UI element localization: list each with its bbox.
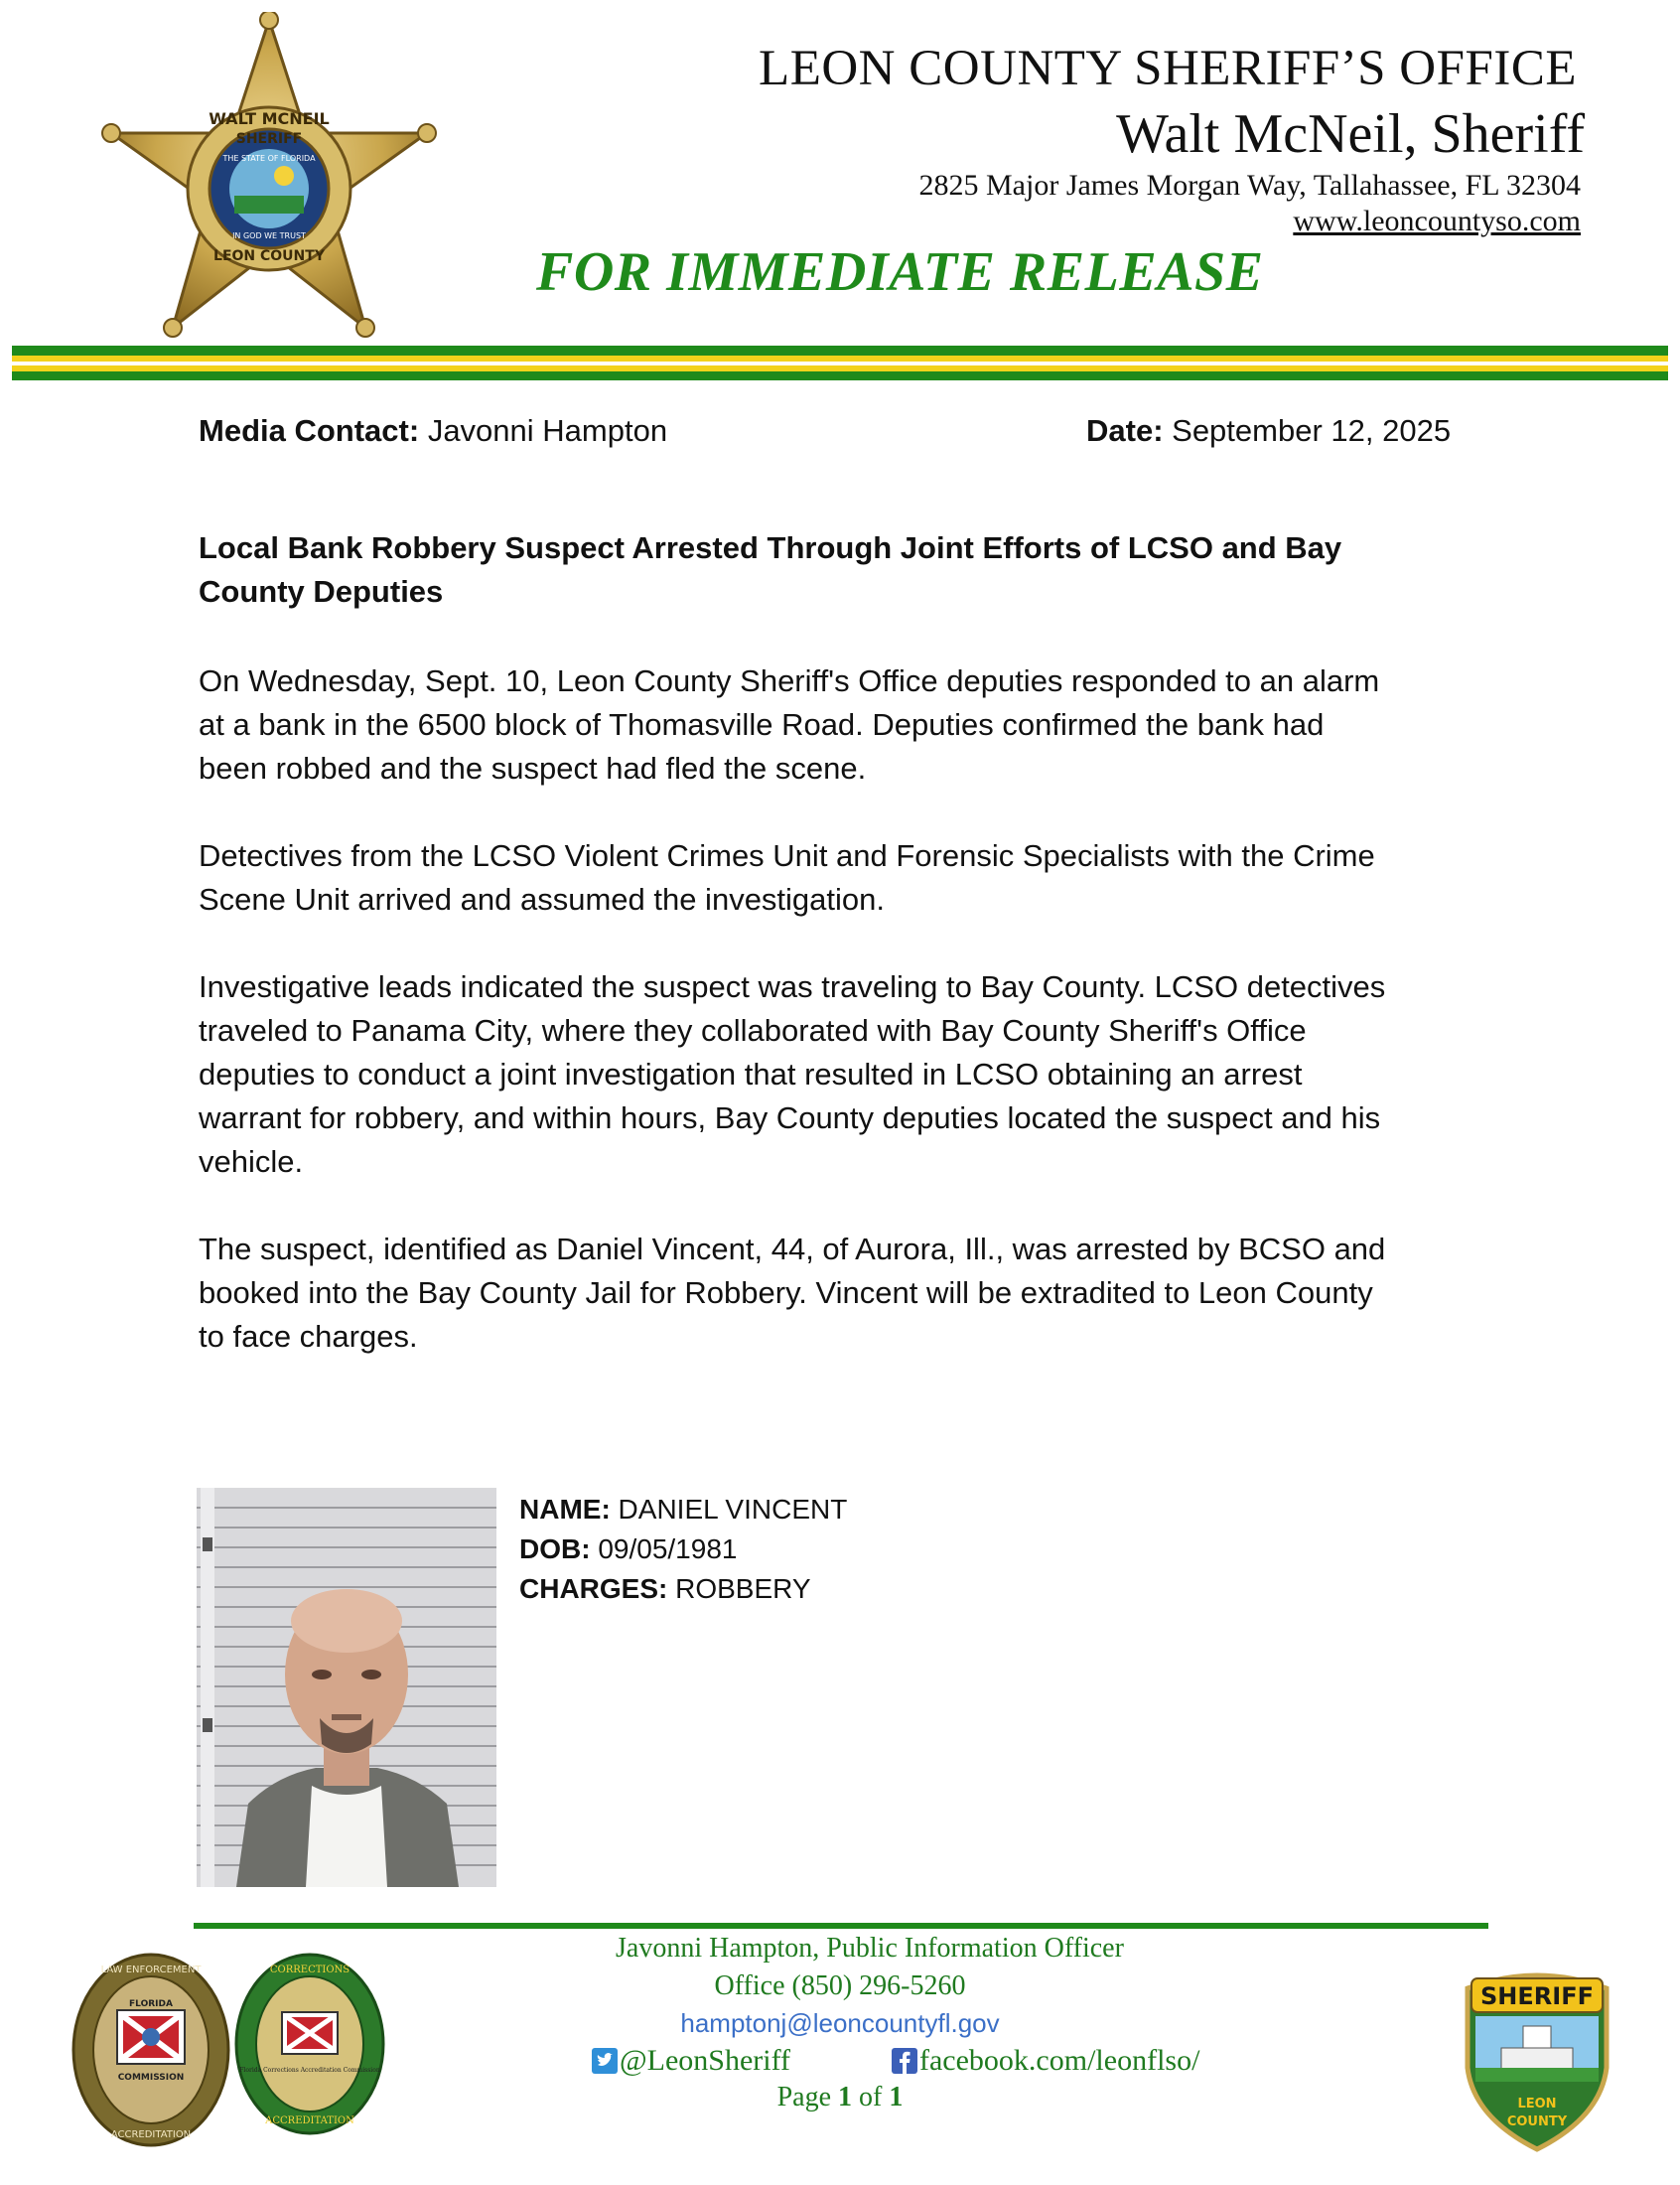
paragraph-line: The suspect, identified as Daniel Vincent, 44, of Aurora, Ill., was arrested by BCSO and [199,1232,1386,1266]
leon-county-sheriff-badge-icon [1462,1968,1612,2153]
paragraph-line: Scene Unit arrived and assumed the investigation. [199,882,886,917]
social-links [592,2044,1227,2084]
corrections-accreditation-seal-icon [234,1953,385,2135]
paragraph-incident [199,659,1489,791]
svg-text:CORRECTIONS: CORRECTIONS [269,1965,350,1975]
paragraph-line: Investigative leads indicated the suspect was traveling to Bay County. LCSO detectives [199,969,1386,1004]
date-label: Date: [1086,413,1164,448]
headline-line: County Deputies [199,574,444,609]
facebook-url: facebook.com/leonflso/ [919,2044,1200,2077]
paragraph-line: booked into the Bay County Jail for Robbery. Vincent will be extradited to Leon County [199,1275,1373,1310]
paragraph-line: Detectives from the LCSO Violent Crimes Unit and Forensic Specialists with the Crime [199,838,1375,873]
svg-text:ACCREDITATION: ACCREDITATION [110,2129,192,2140]
page-total: 1 [889,2082,904,2112]
headline-line: Local Bank Robbery Suspect Arrested Through Joint Efforts of LCSO and Bay [199,530,1342,565]
svg-text:LAW ENFORCEMENT: LAW ENFORCEMENT [100,1965,202,1975]
date-value: September 12, 2025 [1172,413,1452,448]
paragraph-line: been robbed and the suspect had fled the scene. [199,751,867,786]
svg-text:LEON COUNTY: LEON COUNTY [213,248,325,264]
suspect-dob [519,1530,847,1569]
media-contact-label: Media Contact: [199,413,420,448]
page-current: 1 [838,2082,853,2112]
media-contact [199,413,667,449]
paragraph-line: On Wednesday, Sept. 10, Leon County Sheriff's Office deputies responded to an alarm [199,663,1380,698]
release-date [1086,413,1451,449]
paragraph-line: deputies to conduct a joint investigation that resulted in LCSO obtaining an arrest [199,1057,1303,1092]
law-enforcement-accreditation-seal-icon [71,1953,230,2147]
suspect-dob-value: 09/05/1981 [598,1533,738,1564]
twitter-handle: @LeonSheriff [620,2044,791,2077]
paragraph-line: vehicle. [199,1144,304,1179]
paragraph-leads [199,965,1489,1184]
svg-text:IN GOD WE TRUST: IN GOD WE TRUST [232,231,306,240]
office-address: 2825 Major James Morgan Way, Tallahassee, FL 32304 [918,169,1581,202]
media-contact-value: Javonni Hampton [427,413,668,448]
facebook-icon [892,2048,917,2074]
suspect-charges [519,1569,847,1609]
paragraph-investigation [199,834,1489,922]
paragraph-line: traveled to Panama City, where they collaborated with Bay County Sheriff's Office [199,1013,1307,1048]
headline [199,526,1489,614]
svg-text:THE STATE OF FLORIDA: THE STATE OF FLORIDA [222,154,316,163]
sheriff-name: Walt McNeil, Sheriff [1116,103,1585,165]
svg-text:LEON: LEON [1517,2097,1557,2112]
footer-email-link[interactable]: hamptonj@leoncountyfl.gov [680,2008,1000,2038]
svg-text:WALT MCNEIL: WALT MCNEIL [209,109,330,128]
suspect-charges-label: CHARGES: [519,1573,668,1604]
website-link[interactable]: www.leoncountyso.com [1293,205,1581,237]
svg-text:COUNTY: COUNTY [1506,2114,1568,2129]
suspect-name-value: DANIEL VINCENT [618,1494,848,1525]
footer-divider [194,1923,1488,1929]
svg-text:SHERIFF: SHERIFF [235,131,303,147]
suspect-charges-value: ROBBERY [675,1573,811,1604]
svg-text:Florida Corrections Accreditat: Florida Corrections Accreditation Commission [239,2067,380,2074]
footer-phone: Office (850) 296-5260 [714,1970,966,2001]
suspect-name [519,1490,847,1530]
svg-text:ACCREDITATION: ACCREDITATION [265,2115,354,2126]
office-name: LEON COUNTY SHERIFF’S OFFICE [759,41,1577,96]
paragraph-line: to face charges. [199,1319,418,1354]
facebook-link[interactable] [892,2044,1199,2078]
sheriff-star-badge-icon [95,12,443,345]
mugshot-photo-icon [197,1488,496,1887]
page-prefix: Page [776,2082,839,2112]
paragraph-line: warrant for robbery, and within hours, Bay County deputies located the suspect and his [199,1100,1381,1135]
header-divider [12,346,1668,383]
svg-text:FLORIDA: FLORIDA [129,1999,173,2009]
twitter-link[interactable] [592,2044,790,2078]
page-number [616,2082,1064,2113]
twitter-icon [592,2048,618,2074]
suspect-name-label: NAME: [519,1494,611,1525]
svg-text:COMMISSION: COMMISSION [117,2073,185,2083]
release-label: FOR IMMEDIATE RELEASE [536,241,1264,303]
paragraph-arrest [199,1228,1489,1359]
suspect-dob-label: DOB: [519,1533,591,1564]
page-of: of [852,2082,890,2112]
svg-text:SHERIFF: SHERIFF [1480,1982,1594,2010]
paragraph-line: at a bank in the 6500 block of Thomasville Road. Deputies confirmed the bank had [199,707,1325,742]
footer-pio: Javonni Hampton, Public Information Officer [616,1933,1124,1964]
suspect-info [519,1490,847,1609]
